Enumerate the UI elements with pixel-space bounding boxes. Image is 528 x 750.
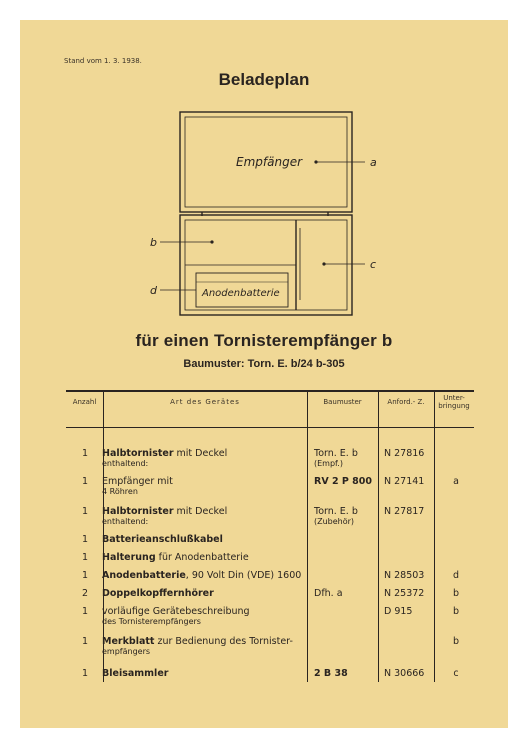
row-baumuster-line1: Torn. E. b bbox=[314, 506, 358, 517]
row-anford: N 25372 bbox=[384, 588, 425, 599]
row-item-rest: zur Bedienung des Tornister- bbox=[154, 636, 293, 647]
row-item-rest: Empfänger mit bbox=[102, 476, 173, 487]
row-item bbox=[102, 448, 307, 468]
row-item-sub: 4 Röhren bbox=[102, 487, 138, 496]
row-item-rest: mit Deckel bbox=[173, 448, 228, 459]
header-unter bbox=[434, 394, 474, 410]
row-unterbringung: b bbox=[452, 606, 460, 617]
header-unter-line2: bringung bbox=[438, 402, 470, 410]
row-item bbox=[102, 506, 307, 526]
callout-b: b bbox=[150, 236, 157, 249]
row-quantity: 1 bbox=[81, 506, 89, 517]
row-unterbringung: a bbox=[453, 476, 459, 487]
row-baumuster bbox=[314, 476, 384, 487]
date-note: Stand vom 1. 3. 1938. bbox=[64, 57, 142, 65]
row-item bbox=[102, 636, 307, 656]
row-item-bold: Doppelkopffernhörer bbox=[102, 588, 214, 599]
col-divider bbox=[434, 392, 435, 682]
document-sheet bbox=[20, 20, 508, 728]
col-divider bbox=[307, 392, 308, 682]
callout-d: d bbox=[150, 284, 157, 297]
row-baumuster-line1: Dfh. a bbox=[314, 588, 343, 599]
row-quantity: 1 bbox=[81, 552, 89, 563]
callout-a: a bbox=[370, 156, 377, 169]
row-item-bold: Batterieanschlußkabel bbox=[102, 534, 223, 545]
row-item bbox=[102, 552, 307, 563]
row-item-rest: vorläufige Gerätebeschreibung bbox=[102, 606, 250, 617]
loading-diagram bbox=[20, 20, 508, 320]
row-item-sub: empfängers bbox=[102, 647, 151, 656]
row-item-bold: Anodenbatterie bbox=[102, 570, 186, 581]
battery-label: Anodenbatterie bbox=[202, 288, 280, 299]
row-baumuster bbox=[314, 588, 384, 599]
row-item bbox=[102, 534, 307, 545]
row-item-bold: Halbtornister bbox=[102, 506, 174, 517]
row-item-bold: Halterung bbox=[102, 552, 156, 563]
row-quantity: 1 bbox=[81, 448, 89, 459]
row-item bbox=[102, 570, 307, 581]
row-item-rest: mit Deckel bbox=[173, 506, 228, 517]
row-item-rest: , 90 Volt Din (VDE) 1600 bbox=[185, 570, 302, 581]
row-quantity: 1 bbox=[81, 534, 89, 545]
header-baumuster: Baumuster bbox=[323, 398, 362, 406]
callout-c: c bbox=[370, 258, 377, 271]
lid-label: Empfänger bbox=[236, 155, 303, 169]
table-header-rule bbox=[66, 427, 474, 428]
row-baumuster bbox=[314, 668, 384, 679]
header-unter-line1: Unter- bbox=[443, 394, 465, 402]
row-item bbox=[102, 668, 307, 679]
row-unterbringung: b bbox=[452, 588, 460, 599]
row-item-sub: enthaltend: bbox=[102, 517, 149, 526]
row-quantity: 1 bbox=[81, 570, 89, 581]
row-quantity: 1 bbox=[81, 636, 89, 647]
row-baumuster-line2: (Empf.) bbox=[314, 459, 343, 468]
row-baumuster-line2: RV 2 P 800 bbox=[314, 476, 372, 487]
table-top-rule bbox=[66, 390, 474, 392]
row-item-bold: Halbtornister bbox=[102, 448, 174, 459]
row-item bbox=[102, 588, 307, 599]
row-unterbringung: b bbox=[452, 636, 460, 647]
row-quantity: 1 bbox=[81, 606, 89, 617]
row-baumuster-line1: Torn. E. b bbox=[314, 448, 358, 459]
row-quantity: 1 bbox=[81, 668, 89, 679]
row-anford: N 27141 bbox=[384, 476, 425, 487]
header-art: Art des Gerätes bbox=[170, 398, 240, 406]
row-item-bold: Bleisammler bbox=[102, 668, 169, 679]
row-quantity: 1 bbox=[81, 476, 89, 487]
row-baumuster bbox=[314, 506, 384, 526]
header-anzahl: Anzahl bbox=[72, 398, 97, 406]
row-item bbox=[102, 476, 307, 496]
model-designation: Baumuster: Torn. E. b/24 b-305 bbox=[183, 358, 345, 370]
row-item-sub: enthaltend: bbox=[102, 459, 149, 468]
row-item-bold: Merkblatt bbox=[102, 636, 155, 647]
row-item-rest: für Anodenbatterie bbox=[155, 552, 249, 563]
row-anford: N 27817 bbox=[384, 506, 425, 517]
row-baumuster bbox=[314, 448, 384, 468]
row-anford: N 30666 bbox=[384, 668, 425, 679]
row-item-sub: des Tornisterempfängers bbox=[102, 617, 201, 626]
row-quantity: 2 bbox=[81, 588, 89, 599]
row-anford: D 915 bbox=[384, 606, 413, 617]
row-anford: N 27816 bbox=[384, 448, 425, 459]
row-unterbringung: d bbox=[452, 570, 460, 581]
document-subtitle: für einen Tornisterempfänger b bbox=[135, 331, 393, 350]
row-baumuster-line2: (Zubehör) bbox=[314, 517, 355, 526]
row-unterbringung: c bbox=[453, 668, 459, 679]
col-divider bbox=[378, 392, 379, 682]
row-baumuster-line1: 2 B 38 bbox=[314, 668, 348, 679]
header-anford: Anford.- Z. bbox=[387, 398, 425, 406]
row-anford: N 28503 bbox=[384, 570, 425, 581]
page-title: Beladeplan bbox=[218, 70, 310, 89]
row-item bbox=[102, 606, 307, 626]
